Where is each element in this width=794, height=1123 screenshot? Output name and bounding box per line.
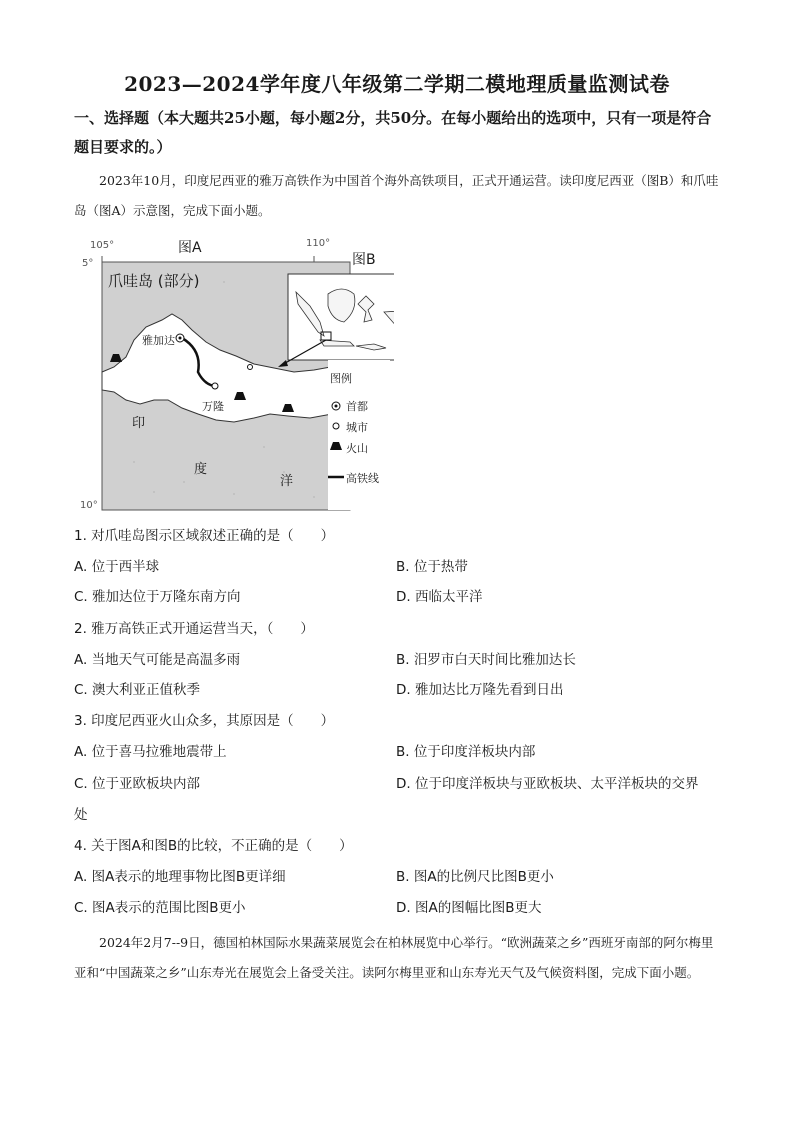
question-2-stem: 2. 雅万高铁正式开通运营当天，（ ） xyxy=(74,621,314,637)
question-3-stem: 3. 印度尼西亚火山众多，其原因是（ ） xyxy=(74,713,335,729)
legend-capital-label: 首都 xyxy=(346,400,368,413)
ocean-label-2: 度 xyxy=(194,462,208,477)
legend-volcano-label: 火山 xyxy=(346,442,368,455)
lat-10-label: 10° xyxy=(80,500,98,511)
question-2-option-c: C. 澳大利亚正值秋季 xyxy=(74,682,201,698)
passage-intro-1: 2023年10月，印度尼西亚的雅万高铁作为中国首个海外高铁项目，正式开通运营。读印度尼西亚（图B）和爪哇岛（图A）示意图，完成下面小题。 xyxy=(74,173,719,218)
jakarta-label: 雅加达 xyxy=(142,334,175,347)
question-4-option-c: C. 图A表示的范围比图B更小 xyxy=(74,900,246,916)
question-1-stem: 1. 对爪哇岛图示区域叙述正确的是（ ） xyxy=(74,528,335,544)
lon-110-label: 110° xyxy=(306,238,331,249)
lat-5-label: 5° xyxy=(82,258,94,269)
question-3-option-b: B. 位于印度洋板块内部 xyxy=(396,744,536,760)
bandung-label: 万隆 xyxy=(202,400,224,413)
question-3-option-d-wrap: 处 xyxy=(74,807,88,823)
legend-city-icon xyxy=(333,423,339,429)
legend-title: 图例 xyxy=(330,372,352,385)
figure-b-label: 图B xyxy=(352,252,376,268)
lon-105-label: 105° xyxy=(90,240,115,251)
passage-intro-2: 2024年2月7--9日，德国柏林国际水果蔬菜展览会在柏林展览中心举行。“欧洲蔬菜之乡”西班牙南部的阿尔梅里亚和“中国蔬菜之乡”山东寿光在展览会上备受关注。读阿尔梅里亚和山东寿光天气及气候资料图，完成下面小题。 xyxy=(74,935,714,980)
legend-railway-label: 高铁线 xyxy=(346,472,379,485)
question-1-option-b: B. 位于热带 xyxy=(396,559,468,575)
question-1-option-a: A. 位于西半球 xyxy=(74,559,160,575)
legend-city-label: 城市 xyxy=(346,421,368,434)
question-1-option-c: C. 雅加达位于万隆东南方向 xyxy=(74,589,241,605)
question-4-option-a: A. 图A表示的地理事物比图B更详细 xyxy=(74,869,286,885)
island-label: 爪哇岛 (部分) xyxy=(108,272,200,290)
question-2-option-a: A. 当地天气可能是高温多雨 xyxy=(74,652,241,668)
section-heading: 一、选择题（本大题共25小题，每小题2分，共50分。在每小题给出的选项中，只有一项是符合题目要求的。） xyxy=(74,109,712,156)
city-marker xyxy=(248,365,253,370)
figure-a-label: 图A xyxy=(178,240,202,256)
ocean-label-3: 洋 xyxy=(280,474,294,489)
question-1-option-d: D. 西临太平洋 xyxy=(396,589,483,605)
question-2-option-d: D. 雅加达比万隆先看到日出 xyxy=(396,682,564,698)
question-4-option-b: B. 图A的比例尺比图B更小 xyxy=(396,869,554,885)
page-title: 2023—2024学年度八年级第二学期二模地理质量监测试卷 xyxy=(124,72,670,96)
question-3-option-c: C. 位于亚欧板块内部 xyxy=(74,776,201,792)
question-3-option-d: D. 位于印度洋板块与亚欧板块、太平洋板块的交界 xyxy=(396,776,699,792)
bandung-marker xyxy=(212,383,218,389)
map-figure xyxy=(74,232,394,517)
question-3-option-a: A. 位于喜马拉雅地震带上 xyxy=(74,744,227,760)
question-4-option-d: D. 图A的图幅比图B更大 xyxy=(396,900,542,916)
question-2-option-b: B. 汨罗市白天时间比雅加达长 xyxy=(396,652,576,668)
question-4-stem: 4. 关于图A和图B的比较，不正确的是（ ） xyxy=(74,838,353,854)
ocean-label-1: 印 xyxy=(132,416,146,431)
